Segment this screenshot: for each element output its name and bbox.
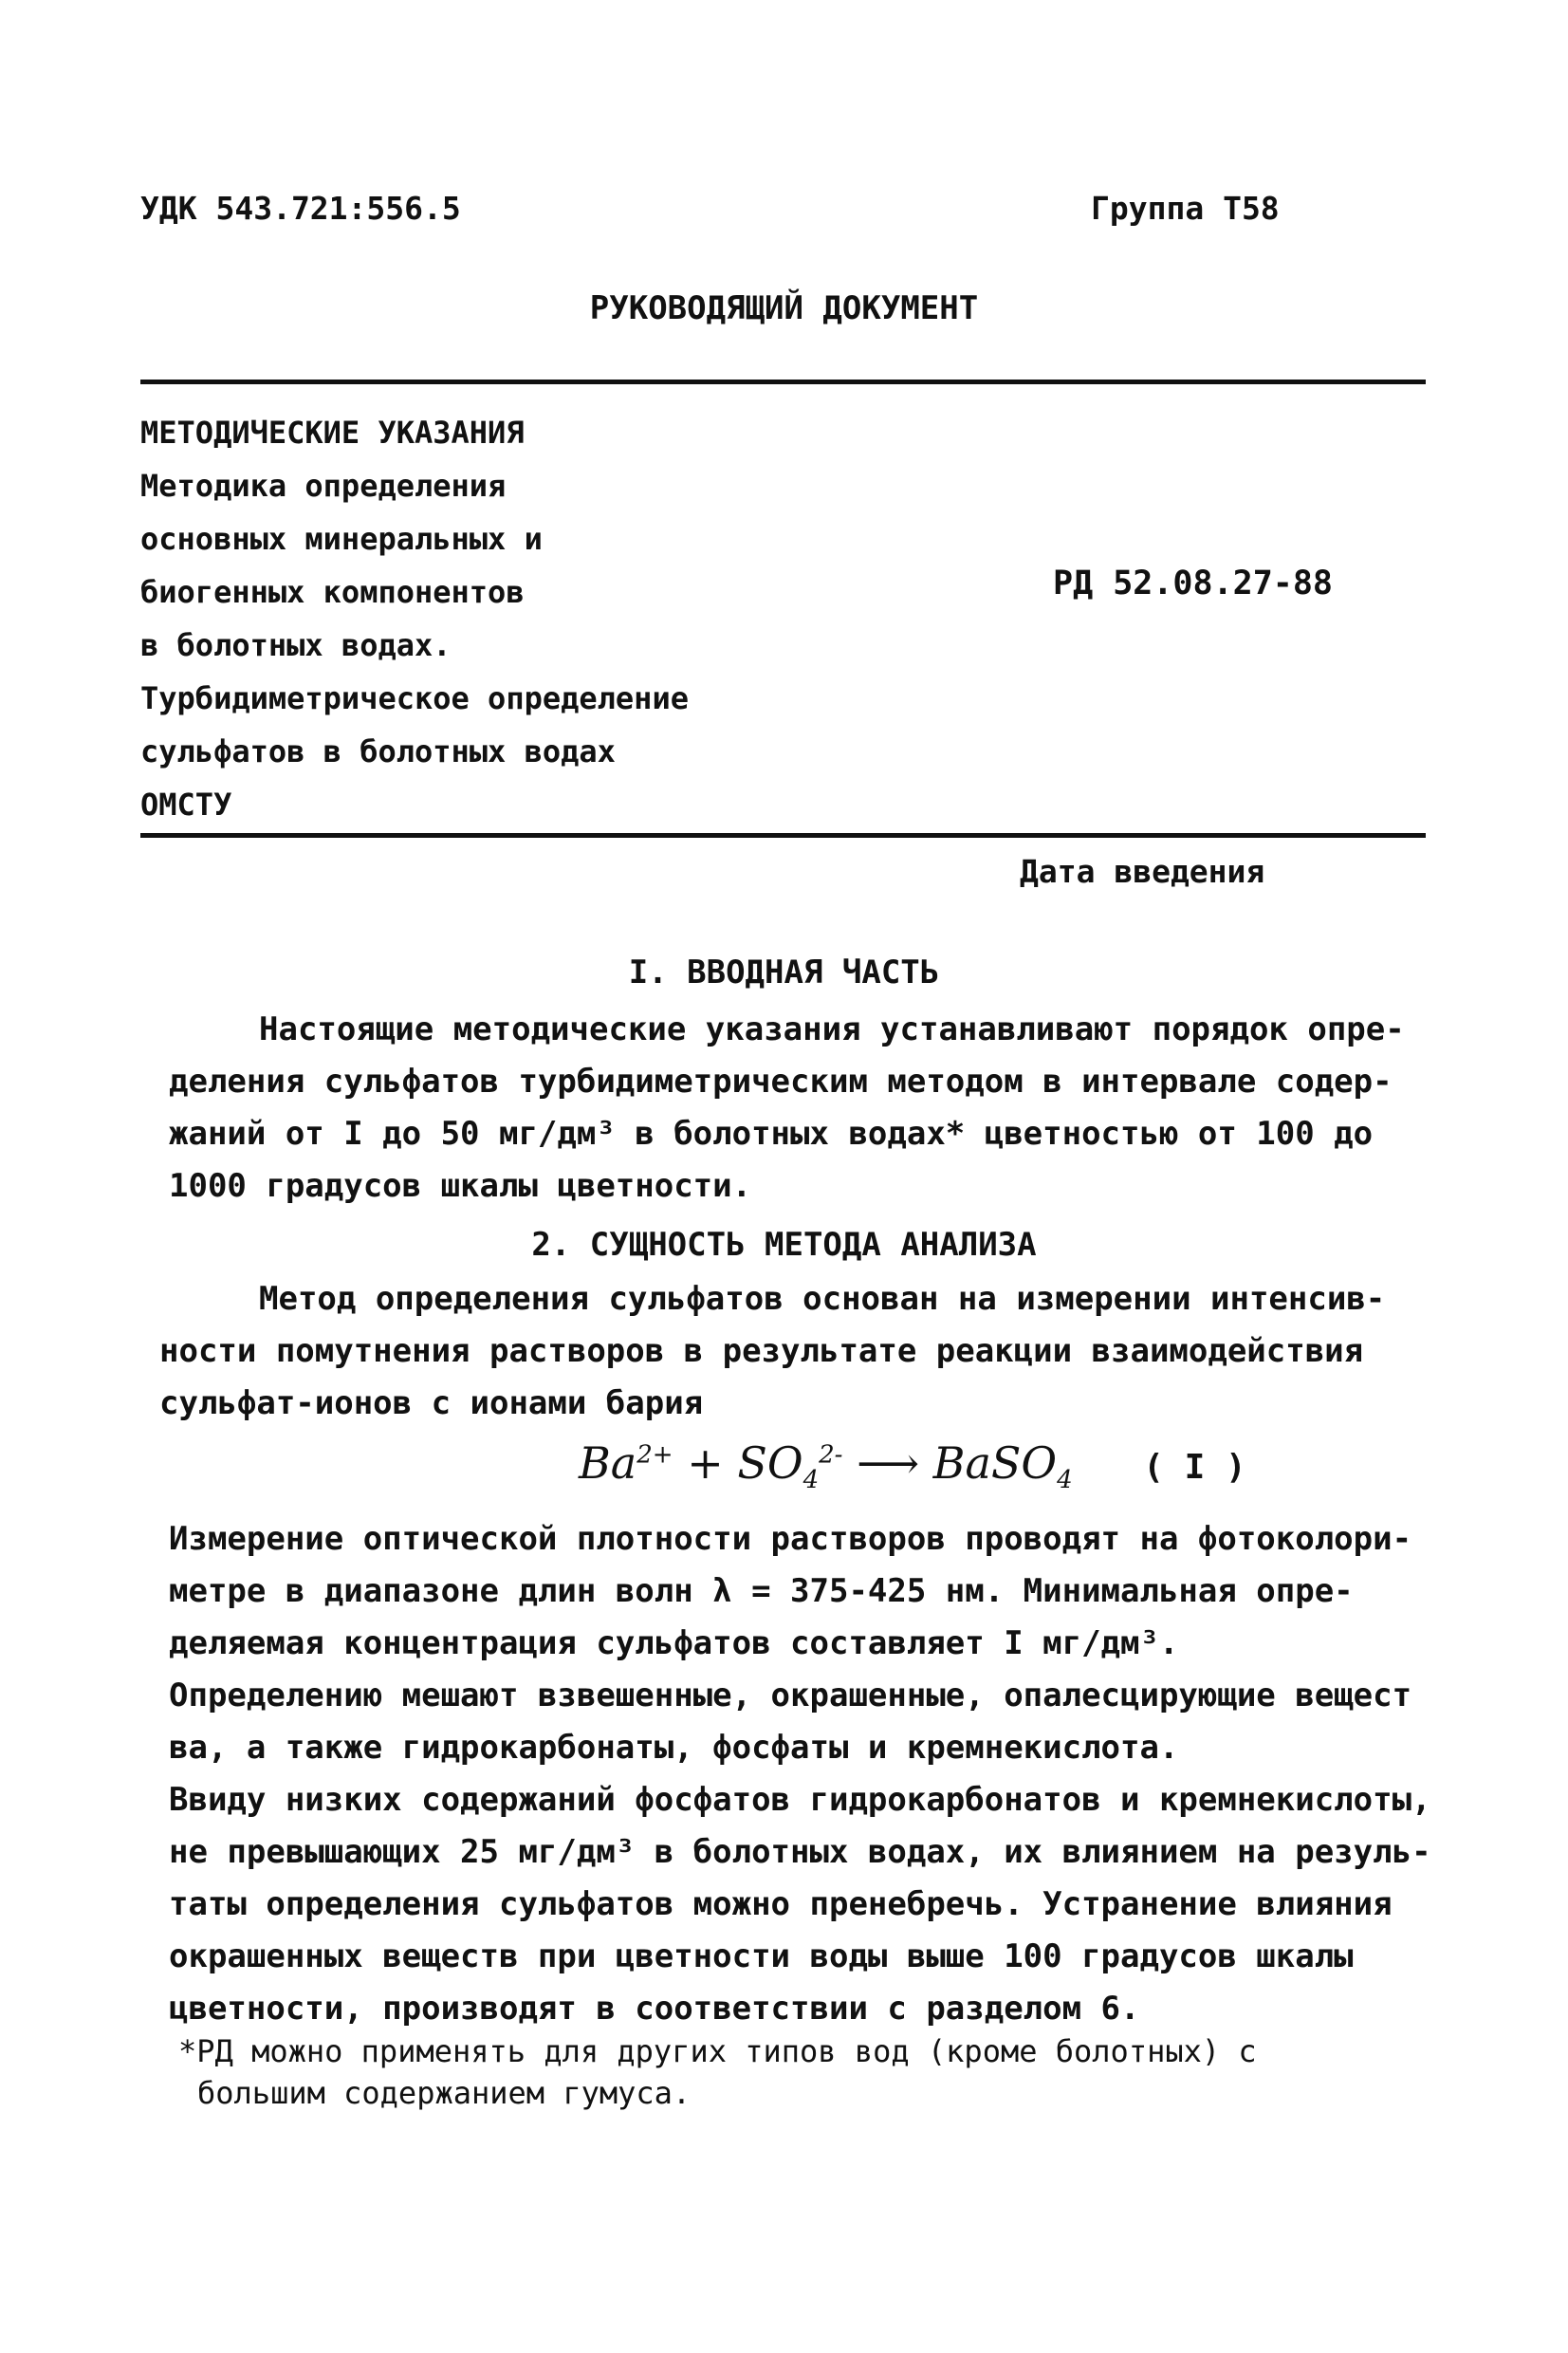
title-line: Турбидиметрическое определение — [140, 680, 689, 716]
paragraph-line: метре в диапазоне длин волн λ = 375-425 нм. Минимальная опре- — [169, 1572, 1354, 1610]
document-type: РУКОВОДЯЩИЙ ДОКУМЕНТ — [589, 289, 979, 327]
title-line: МЕТОДИЧЕСКИЕ УКАЗАНИЯ — [140, 415, 525, 451]
footnote-line: *РД можно применять для других типов вод (кроме болотных) с — [178, 2033, 1257, 2069]
document-code: РД 52.08.27-88 — [1053, 565, 1334, 602]
reaction-arrow-icon: ⟶ — [857, 1437, 920, 1489]
paragraph-line: Измерение оптической плотности растворов проводят на фотоколори- — [169, 1520, 1412, 1558]
sulfate-subscript: 4 — [802, 1466, 820, 1495]
intro-date-label: Дата введения — [1020, 853, 1265, 890]
paragraph-line: ва, а также гидрокарбонаты, фосфаты и кремнекислота. — [169, 1729, 1179, 1767]
title-line: биогенных компонентов — [140, 574, 525, 610]
section-2-intro — [159, 1273, 1430, 1430]
section-1-body — [169, 1004, 1440, 1213]
paragraph-line: Настоящие методические указания устанавливают порядок опре- — [259, 1010, 1405, 1048]
paragraph-line: деления сульфатов турбидиметрическим методом в интервале содер- — [169, 1063, 1393, 1101]
reaction-formula — [579, 1437, 1246, 1494]
barium-charge: 2+ — [636, 1440, 673, 1470]
bottom-rule — [140, 833, 1426, 838]
paragraph-line: не превышающих 25 мг/дм³ в болотных водах, их влиянием на резуль- — [169, 1833, 1431, 1871]
paragraph-line: жаний от I до 50 мг/дм³ в болотных водах* цветностью от 100 до — [169, 1115, 1374, 1153]
udk-code: УДК 543.721:556.5 — [140, 190, 461, 227]
paragraph-line: таты определения сульфатов можно пренебречь. Устранение влияния — [169, 1885, 1393, 1923]
product-subscript: 4 — [1057, 1466, 1073, 1495]
paragraph-line: деляемая концентрация сульфатов составляет I мг/дм³. — [169, 1624, 1179, 1662]
formula-number: ( I ) — [1143, 1448, 1246, 1487]
sulfate-charge: 2- — [819, 1440, 843, 1470]
paragraph-line: окрашенных веществ при цветности воды выше 100 градусов шкалы — [169, 1937, 1354, 1975]
title-line: ОМСТУ — [140, 787, 232, 823]
paragraph-line: 1000 градусов шкалы цветности. — [169, 1167, 752, 1205]
title-block — [140, 406, 689, 831]
top-rule — [140, 380, 1426, 384]
paragraph-line: цветности, производят в соответствии с разделом 6. — [169, 1990, 1140, 2028]
sulfate-ion: SO — [737, 1437, 803, 1489]
paragraph-line: Метод определения сульфатов основан на измерении интенсив- — [259, 1280, 1386, 1318]
paragraph-line: Определению мешают взвешенные, окрашенные, опалесцирующие вещест — [169, 1677, 1412, 1714]
section-2-body — [169, 1513, 1440, 2035]
footnote — [178, 2030, 1257, 2114]
section-2-heading: 2. СУЩНОСТЬ МЕТОДА АНАЛИЗА — [531, 1226, 1037, 1264]
paragraph-line: ности помутнения растворов в результате реакции взаимодействия — [159, 1332, 1364, 1370]
title-line: Методика определения — [140, 468, 507, 504]
title-line: сульфатов в болотных водах — [140, 733, 616, 769]
title-line: основных минеральных и — [140, 521, 543, 557]
group-code: Группа Т58 — [1091, 190, 1280, 227]
paragraph-line: Ввиду низких содержаний фосфатов гидрокарбонатов и кремнекислоты, — [169, 1781, 1431, 1819]
section-1-heading: I. ВВОДНАЯ ЧАСТЬ — [628, 954, 940, 991]
barium-ion: Ba — [579, 1437, 637, 1489]
footnote-line: большим содержанием гумуса. — [197, 2075, 692, 2111]
title-line: в болотных водах. — [140, 627, 452, 663]
paragraph-line: сульфат-ионов с ионами бария — [159, 1384, 704, 1422]
plus-sign: + — [687, 1437, 724, 1489]
barium-sulfate: BaSO — [932, 1437, 1058, 1489]
